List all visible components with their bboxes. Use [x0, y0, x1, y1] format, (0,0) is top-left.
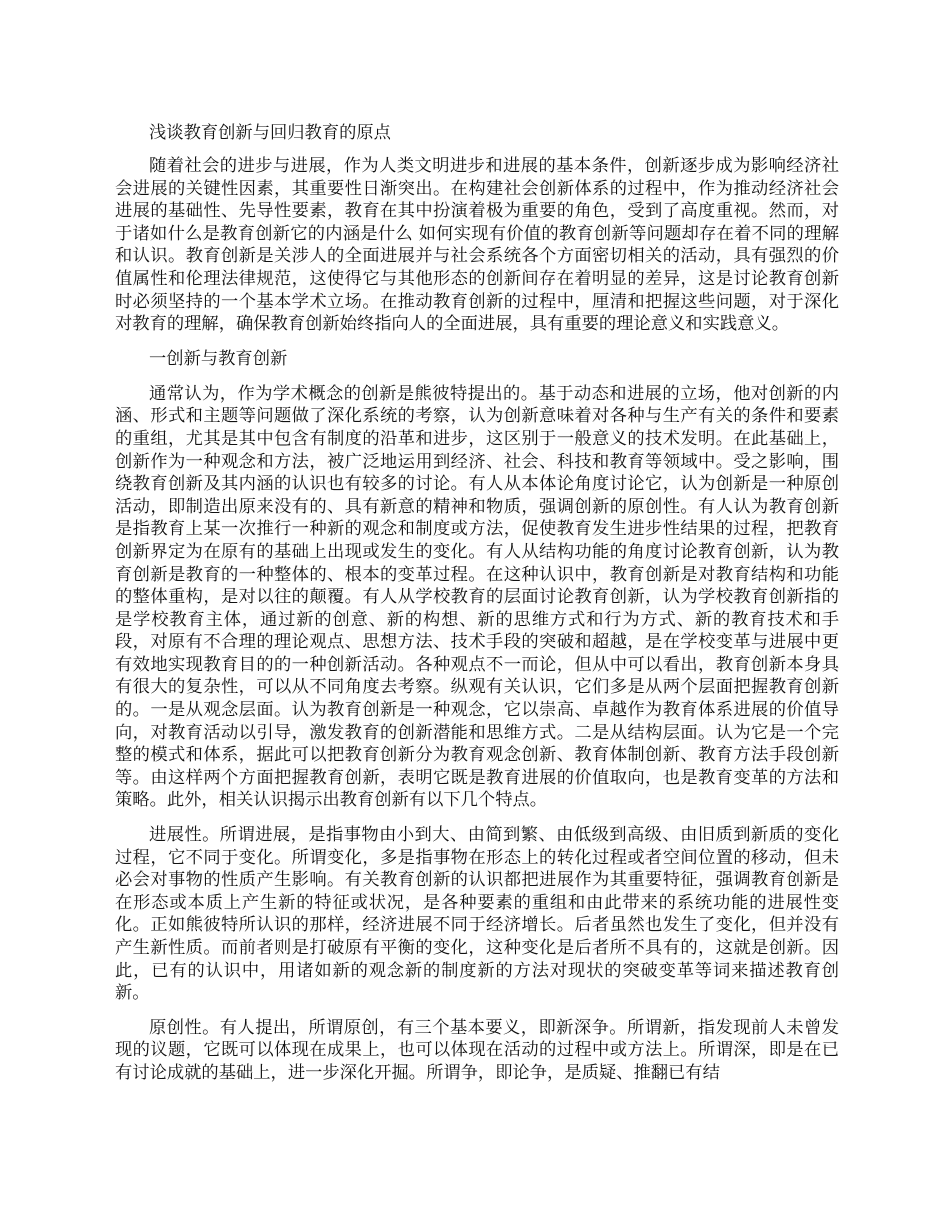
- progress-paragraph: 进展性。所谓进展，是指事物由小到大、由简到繁、由低级到高级、由旧质到新质的变化过程，它不同于变化。所谓变化，多是指事物在形态上的转化过程或者空间位置的移动，但未必会对事物的性质产生影响。有关教育创新的认识都把进展作为其重要特征，强调教育创新是在形态或本质上产生新的特征或状况，是各种要素的重组和由此带来的系统功能的进展性变化。正如熊彼特所认识的那样，经济进展不同于经济增长。后者虽然也发生了变化，但并没有产生新性质。而前者则是打破原有平衡的变化，这种变化是后者所不具有的，这就是创新。因此，已有的认识中，用诸如新的观念新的制度新的方法对现状的突破变革等词来描述教育创新。: [115, 825, 839, 1004]
- originality-paragraph: 原创性。有人提出，所谓原创，有三个基本要义，即新深争。所谓新，指发现前人未曾发现的议题，它既可以体现在成果上，也可以体现在活动的过程中或方法上。所谓深，即是在已有讨论成就的基础上，进一步深化开掘。所谓争，即论争，是质疑、推翻已有结: [115, 1017, 839, 1083]
- intro-paragraph: 随着社会的进步与进展，作为人类文明进步和进展的基本条件，创新逐步成为影响经济社会进展的关键性因素，其重要性日渐突出。在构建社会创新体系的过程中，作为推动经济社会进展的基础性、先导性要素，教育在其中扮演着极为重要的角色，受到了高度重视。然而，对于诸如什么是教育创新它的内涵是什么 如何实现有价值的教育创新等问题却存在着不同的理解和认识。教育创新是关涉人的全面进展并与社会系统各个方面密切相关的活动，具有强烈的价值属性和伦理法律规范，这使得它与其他形态的创新间存在着明显的差异，这是讨论教育创新时必须坚持的一个基本学术立场。在推动教育创新的过程中，厘清和把握这些问题，对于深化对教育的理解，确保教育创新始终指向人的全面进展，具有重要的理论意义和实践意义。: [115, 156, 839, 335]
- section-heading: 一创新与教育创新: [149, 348, 288, 369]
- document-page: [115, 122, 839, 1097]
- section1-paragraph: 通常认为，作为学术概念的创新是熊彼特提出的。基于动态和进展的立场，他对创新的内涵、形式和主题等问题做了深化系统的考察，认为创新意味着对各种与生产有关的条件和要素的重组，尤其是其中包含有制度的沿革和进步，这区别于一般意义的技术发明。在此基础上，创新作为一种观念和方法，被广泛地运用到经济、社会、科技和教育等领域中。受之影响，围绕教育创新及其内涵的认识也有较多的讨论。有人从本体论角度讨论它，认为创新是一种原创活动，即制造出原来没有的、具有新意的精神和物质，强调创新的原创性。有人认为教育创新是指教育上某一次推行一种新的观念和制度或方法，促使教育发生进步性结果的过程，把教育创新界定为在原有的基础上出现或发生的变化。有人从结构功能的角度讨论教育创新，认为教育创新是教育的一种整体的、根本的变革过程。在这种认识中，教育创新是对教育结构和功能的整体重构，是对以往的颠覆。有人从学校教育的层面讨论教育创新，认为学校教育创新指的是学校教育主体，通过新的创意、新的构想、新的思维方式和行为方式、新的教育技术和手段，对原有不合理的理论观点、思想方法、技术手段的突破和超越，是在学校变革与进展中更有效地实现教育目的的一种创新活动。各种观点不一而论，但从中可以看出，教育创新本身具有很大的复杂性，可以从不同角度去考察。纵观有关认识，它们多是从两个层面把握教育创新的。一是从观念层面。认为教育创新是一种观念，它以崇高、卓越作为教育体系进展的价值导向，对教育活动以引导，激发教育的创新潜能和思维方式。二是从结构层面。认为它是一个完整的模式和体系，据此可以把教育创新分为教育观念创新、教育体制创新、教育方法手段创新等。由这样两个方面把握教育创新，表明它既是教育进展的价值取向，也是教育变革的方法和策略。此外，相关认识揭示出教育创新有以下几个特点。: [115, 383, 839, 811]
- document-title: 浅谈教育创新与回归教育的原点: [149, 123, 391, 143]
